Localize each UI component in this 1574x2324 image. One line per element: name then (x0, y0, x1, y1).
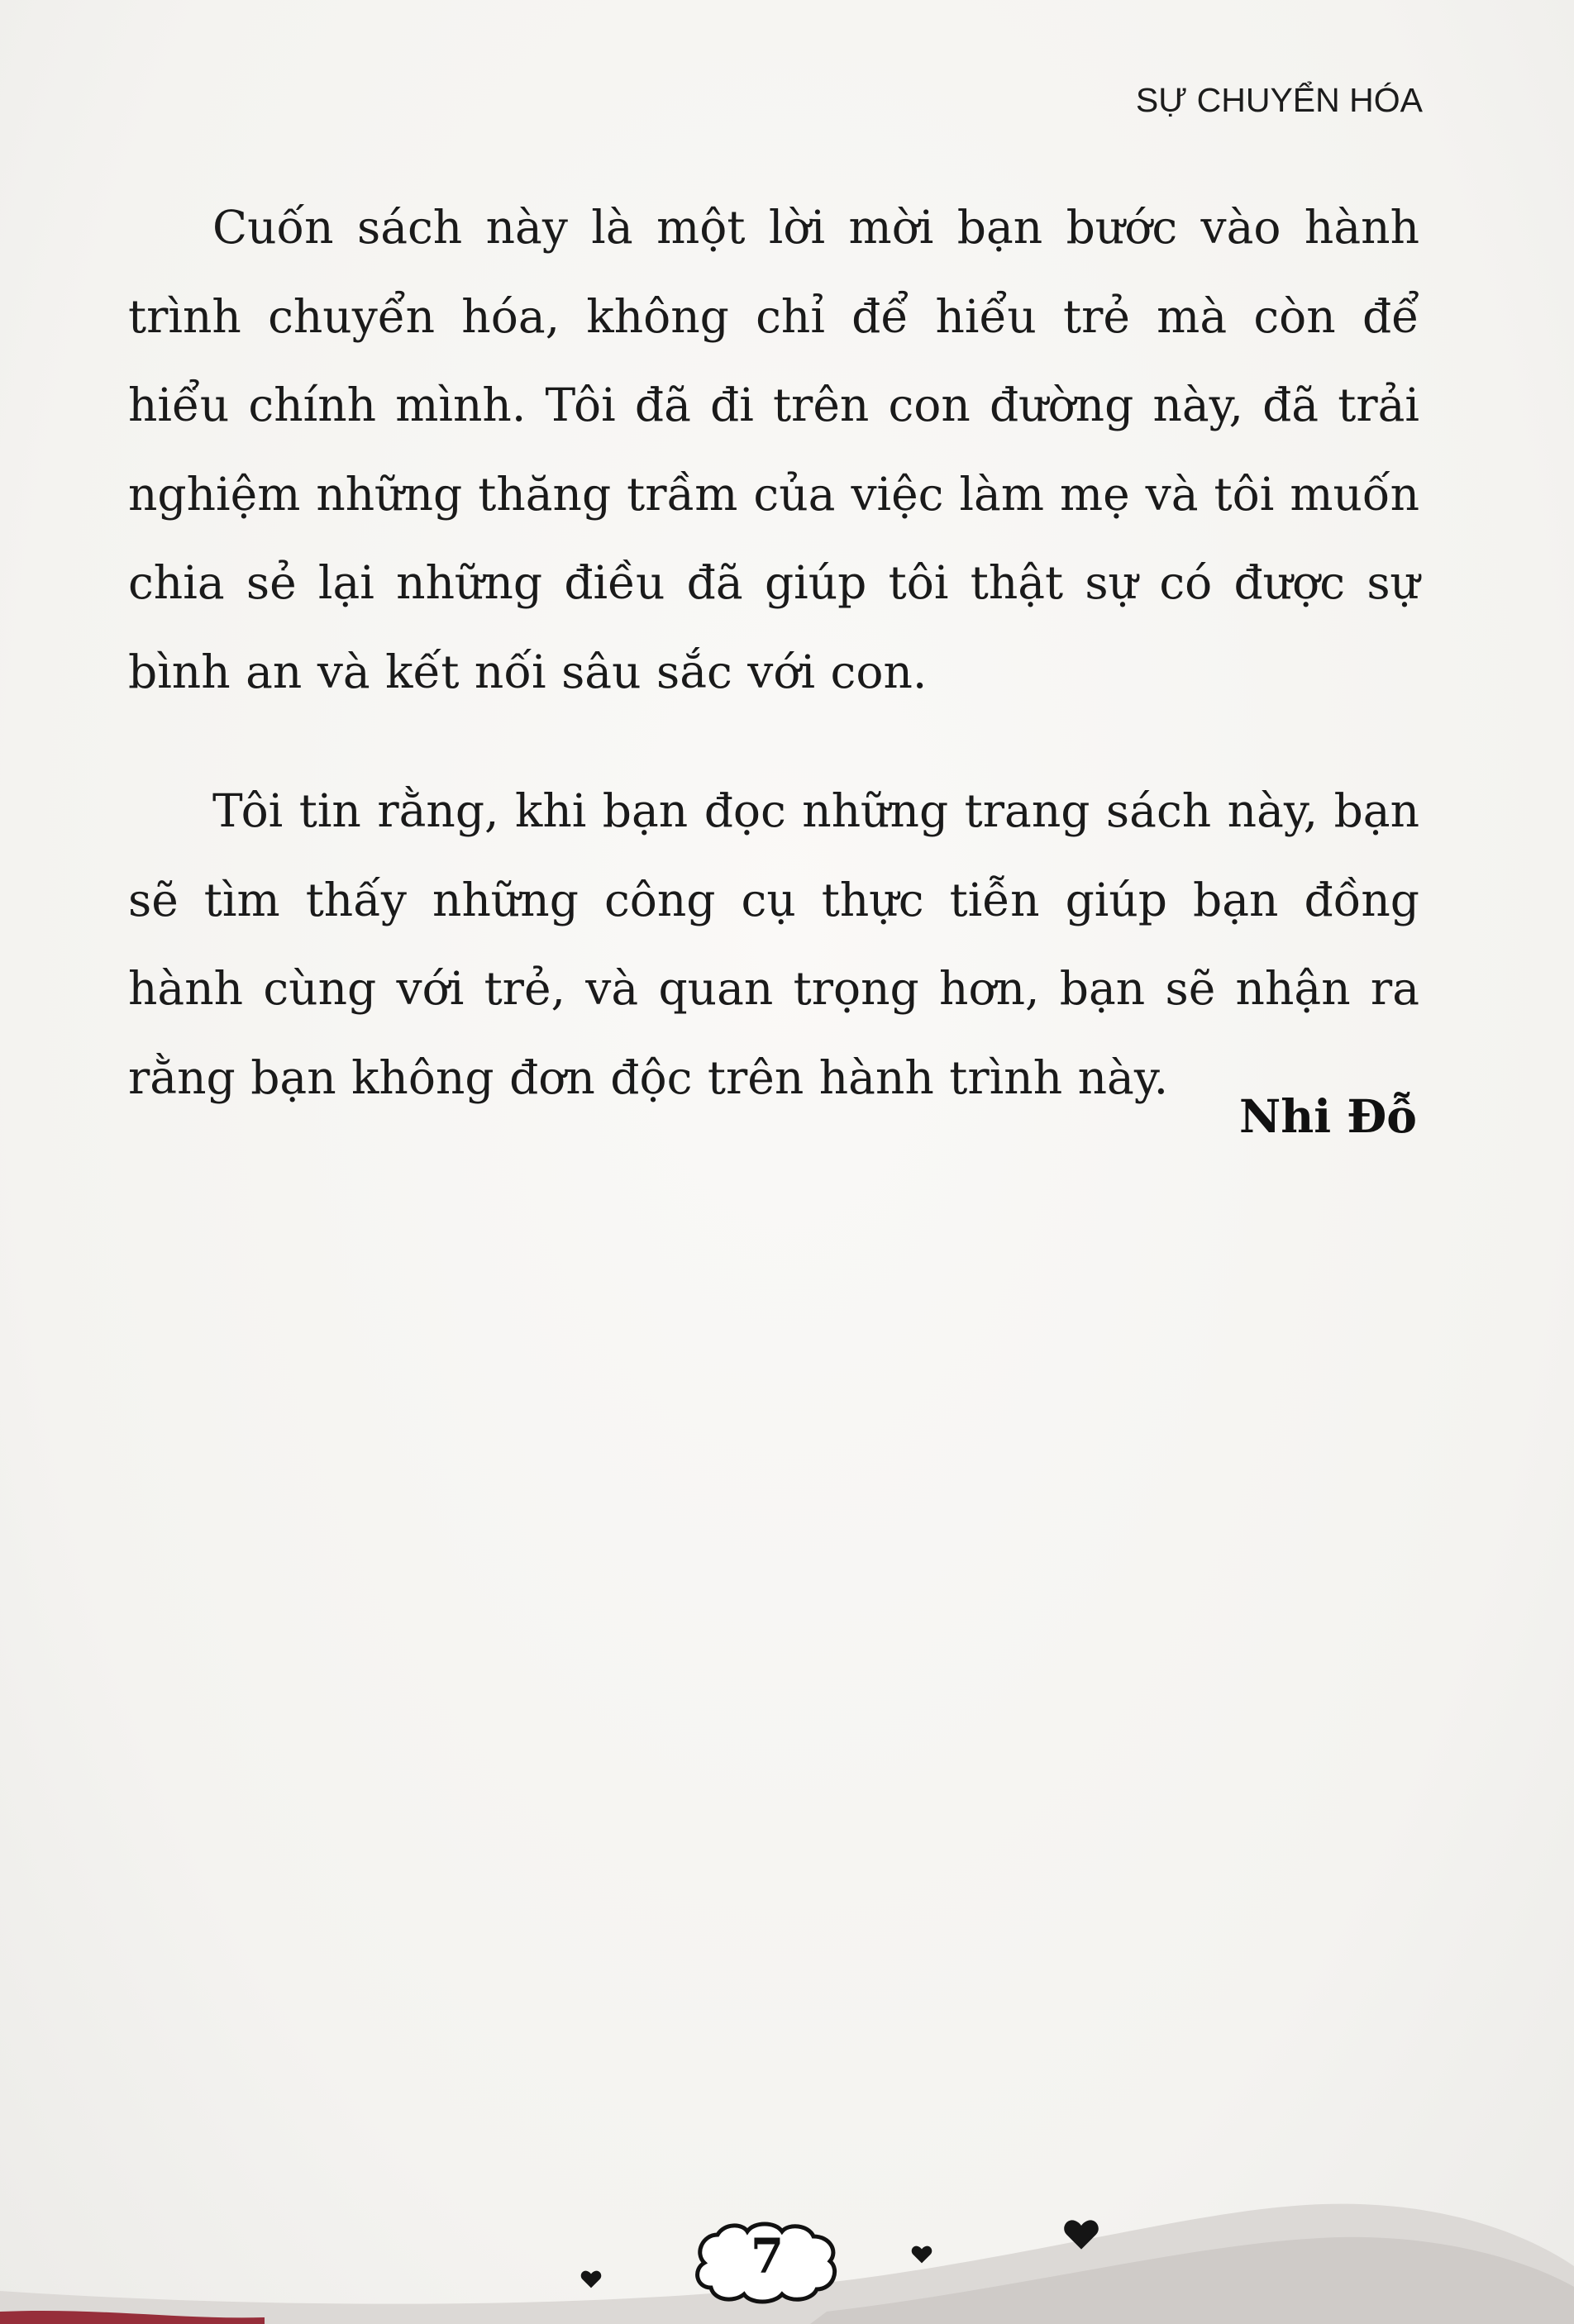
paragraph-2: Tôi tin rằng, khi bạn đọc những trang sách này, bạn sẽ tìm thấy những công cụ thực tiễn giúp bạn đồng hành cùng với trẻ, và quan trọng hơn, bạn sẽ nhận ra rằng bạn không đơn độc trên hành trình này. (128, 784, 1419, 1104)
heart-icon-3 (1063, 2218, 1099, 2251)
page-number: 7 (750, 2228, 785, 2284)
running-header: SỰ CHUYỂN HÓA (1135, 81, 1423, 119)
author-signature: Nhi Đỗ (1238, 1089, 1417, 1143)
body-text (128, 183, 1419, 1122)
paragraph-1: Cuốn sách này là một lời mời bạn bước vào hành trình chuyển hóa, không chỉ để hiểu trẻ mà còn để hiểu chính mình. Tôi đã đi trên con đường này, đã trải nghiệm những thăng trầm của việc làm mẹ và tôi muốn chia sẻ lại những điều đã giúp tôi thật sự có được sự bình an và kết nối sâu sắc với con. (128, 201, 1419, 698)
heart-icon-2 (911, 2245, 932, 2264)
heart-icon-1 (580, 2269, 602, 2289)
